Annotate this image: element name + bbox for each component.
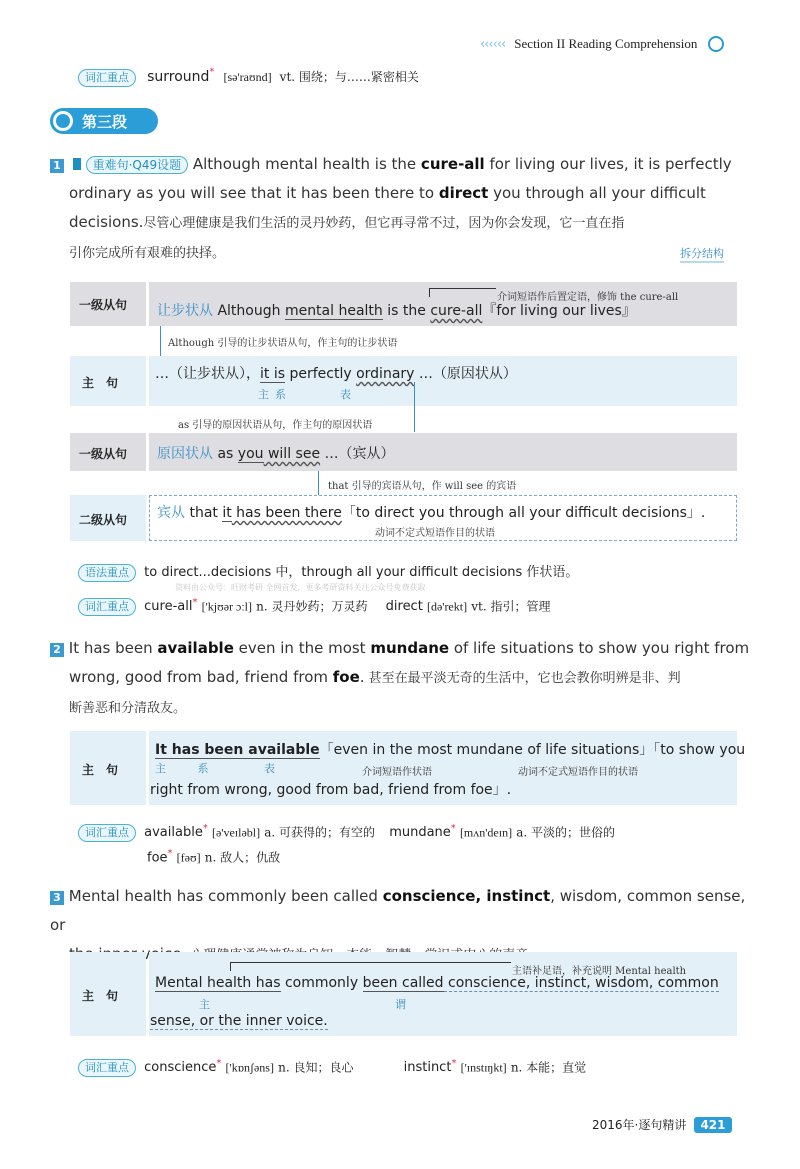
arrow-decoration: ‹‹‹‹‹‹ — [480, 37, 506, 52]
vocab-word: conscience — [144, 1060, 217, 1076]
paragraph-2 — [50, 634, 760, 723]
p1-translation: 引你完成所有艰难的抉择。 — [69, 246, 226, 261]
vocab-definition: n. 灵丹妙药；万灵药 — [256, 599, 368, 614]
vocab-row-3 — [78, 823, 615, 842]
vocab-tag: 词汇重点 — [78, 69, 136, 87]
p3-keyword: conscience, instinct — [382, 887, 551, 905]
text: 「to direct you through all your difficult decisions」. — [341, 505, 706, 521]
text: 「even in the most mundane of life situations」「to show you — [319, 742, 746, 758]
p2-keyword: mundane — [370, 639, 450, 657]
vocab-word: mundane — [389, 825, 451, 841]
vocab-row-4 — [78, 1058, 586, 1077]
main-clause: It has been available — [155, 742, 320, 758]
paragraph-number: 1 — [50, 159, 64, 173]
vocab-phonetic: [sə'raʊnd] — [223, 70, 272, 84]
although-note: Although 引导的让步状语从句，作主句的让步状语 — [168, 338, 398, 349]
footer-text: 2016年·逐句精讲 — [592, 1118, 687, 1132]
text: that — [189, 505, 223, 521]
subject: you — [237, 446, 264, 462]
flag-icon — [73, 158, 81, 170]
text: …（宾从） — [320, 446, 395, 462]
vocab-tag: 词汇重点 — [78, 824, 136, 842]
diagram2-line2: right from wrong, good from bad, friend from foe」. — [150, 782, 512, 798]
paragraph-number: 2 — [50, 643, 64, 657]
row1-note: 介词短语作后置定语，修饰 the cure-all — [497, 292, 679, 303]
row4-note: 动词不定式短语作目的状语 — [375, 528, 495, 539]
vocab-phonetic: [mʌn'deɪn] — [459, 825, 513, 840]
paragraph-number: 3 — [50, 891, 64, 905]
subject: mental health — [284, 303, 383, 319]
text: as — [217, 446, 238, 462]
subject: Mental health — [155, 975, 252, 991]
clause-type: 让步状从 — [157, 303, 213, 319]
star-icon: * — [202, 823, 208, 834]
vocab-definition: vt. 围绕；与……紧密相关 — [279, 70, 419, 84]
clause-type: 宾从 — [157, 505, 185, 521]
predicative: cure-all — [430, 303, 483, 319]
p1-keyword: direct — [438, 184, 489, 202]
vocab-phonetic: [də'rekt] — [426, 599, 468, 614]
vocab-phonetic: ['ɪnstɪŋkt] — [460, 1060, 507, 1075]
subject: it — [222, 505, 232, 521]
vocab-word: direct — [385, 599, 423, 615]
connector-line — [414, 382, 415, 432]
connector-line — [318, 471, 319, 495]
p1-text: decisions. — [69, 213, 144, 231]
star-icon: * — [451, 1058, 457, 1069]
difficulty-tag: 重难句·Q49设题 — [86, 156, 189, 174]
diagram2-roles — [155, 760, 275, 776]
diagram2-note1: 介词短语作状语 — [362, 767, 432, 778]
p3-text: Mental health has commonly been called — [68, 887, 383, 905]
vocab-row-2 — [78, 597, 550, 616]
watermark: 资料由公众号：旺财考研 全网首发，更多考研资料关注公众号免费获取 — [175, 583, 426, 592]
row-label: 一级从句 — [79, 447, 128, 461]
row4-sentence — [157, 502, 705, 522]
role: 系 — [197, 762, 209, 775]
struct-link[interactable]: 拆分结构 — [680, 245, 724, 263]
vocab-word: cure-all — [144, 599, 193, 615]
grammar-tag: 语法重点 — [78, 564, 136, 582]
p1-text: ordinary as you will see that it has been there to — [69, 184, 439, 202]
vocab-row-1 — [78, 66, 419, 87]
role: 主 — [155, 762, 166, 775]
p3-text: , wisdom, common sense, or — [50, 887, 746, 934]
paragraph-1 — [50, 150, 750, 268]
row2-sentence — [155, 363, 517, 383]
p1-text: you through all your difficult — [488, 184, 706, 202]
as-note: as 引导的原因状语从句，作主句的原因状语 — [178, 420, 373, 431]
row2-role-subj: 主系 — [258, 388, 292, 401]
subject: it — [260, 366, 270, 382]
link: is — [269, 366, 286, 382]
verb: will see — [263, 446, 321, 462]
text: perfectly — [285, 366, 357, 382]
p2-text: It has been — [68, 639, 158, 657]
vocab-row-3b — [147, 848, 280, 865]
p2-keyword: foe — [332, 668, 360, 686]
text: is the — [382, 303, 431, 319]
text: 『for living our lives』 — [482, 303, 636, 319]
vocab-word: surround — [147, 69, 210, 85]
verb: has been there — [231, 505, 342, 521]
verb: has — [251, 975, 281, 991]
star-icon: * — [209, 66, 215, 78]
clause-type: 原因状从 — [157, 446, 213, 462]
p2-text: of life situations to show you right from — [449, 639, 750, 657]
vocab-word: available — [144, 825, 203, 841]
row-label: 一级从句 — [79, 298, 128, 312]
header-title: Section II Reading Comprehension — [514, 36, 698, 51]
vocab-phonetic: ['kɒnʃəns] — [225, 1060, 274, 1075]
predicative: ordinary — [356, 366, 415, 382]
header — [480, 33, 770, 51]
verb: been called — [362, 975, 444, 991]
vocab-definition: n. 敌人；仇敌 — [204, 850, 281, 865]
star-icon: * — [450, 823, 456, 834]
role: 表 — [264, 762, 275, 775]
text: commonly — [280, 975, 363, 991]
text: …（原因状从） — [414, 366, 517, 382]
that-note: that 引导的宾语从句，作 will see 的宾语 — [328, 481, 517, 492]
diagram3-role-pred: 谓 — [395, 998, 406, 1011]
text: …（让步状从）， — [155, 366, 260, 382]
p1-translation: 尽管心理健康是我们生活的灵丹妙药，但它再寻常不过，因为你会发现，它一直在指 — [143, 216, 625, 231]
star-icon: * — [167, 848, 173, 859]
p2-text: . — [359, 668, 365, 686]
p2-text: even in the most — [233, 639, 371, 657]
p2-keyword: available — [157, 639, 234, 657]
footer — [592, 1114, 732, 1133]
p1-text: Although mental health is the — [192, 155, 421, 173]
section-title: 第三段 — [82, 113, 128, 131]
grammar-row — [78, 561, 578, 582]
row-label: 主 句 — [82, 989, 119, 1003]
vocab-definition: a. 可获得的；有空的 — [264, 825, 376, 840]
search-logo-icon — [708, 36, 724, 52]
diagram3-bracket-line — [230, 962, 511, 971]
vocab-word: foe — [147, 850, 168, 866]
diagram2-line1 — [155, 739, 745, 759]
star-icon: * — [192, 597, 198, 608]
magnifier-icon — [53, 111, 73, 131]
vocab-definition: n. 良知；良心 — [278, 1060, 354, 1075]
row-label: 二级从句 — [79, 513, 128, 527]
vocab-word: instinct — [403, 1060, 452, 1076]
vocab-definition: vt. 指引；管理 — [471, 599, 551, 614]
vocab-phonetic: ['kjʊər ɔːl] — [201, 599, 252, 614]
complement: conscience, instinct, wisdom, common — [443, 975, 719, 991]
diagram3-role-subj: 主 — [199, 998, 210, 1011]
diagram3-line2: sense, or the inner voice. — [150, 1013, 328, 1029]
row1-sentence — [157, 300, 636, 320]
vocab-phonetic: [fəʊ] — [176, 850, 201, 865]
p1-text: for living our lives, it is perfectly — [484, 155, 732, 173]
p2-translation: 断善恶和分清敌友。 — [69, 701, 187, 716]
vocab-tag: 词汇重点 — [78, 1059, 136, 1077]
vocab-tag: 词汇重点 — [78, 598, 136, 616]
vocab-definition: a. 平淡的；世俗的 — [516, 825, 616, 840]
p2-translation: 甚至在最平淡无奇的生活中，它也会教你明辨是非、判 — [368, 671, 681, 686]
row-label: 主 句 — [82, 376, 119, 390]
row-label: 主 句 — [82, 763, 119, 777]
row2-role-pred: 表 — [340, 388, 351, 401]
diagram3-line1 — [155, 975, 719, 991]
diagram2-note2: 动词不定式短语作目的状语 — [518, 767, 638, 778]
section-heading — [50, 108, 158, 134]
diagram3-note: 主语补足语，补充说明 Mental health — [512, 966, 687, 977]
star-icon: * — [216, 1058, 222, 1069]
grammar-text: to direct...decisions 中，through all your difficult decisions 作状语。 — [144, 565, 579, 580]
p1-keyword: cure-all — [420, 155, 485, 173]
row1-bracket-line — [429, 288, 496, 297]
vocab-definition: n. 本能；直觉 — [510, 1060, 587, 1075]
text: Although — [217, 303, 285, 319]
p2-text: wrong, good from bad, friend from — [69, 668, 333, 686]
vocab-phonetic: [ə'veɪləbl] — [211, 825, 261, 840]
page-number: 421 — [694, 1117, 731, 1133]
row3-sentence — [157, 443, 395, 463]
